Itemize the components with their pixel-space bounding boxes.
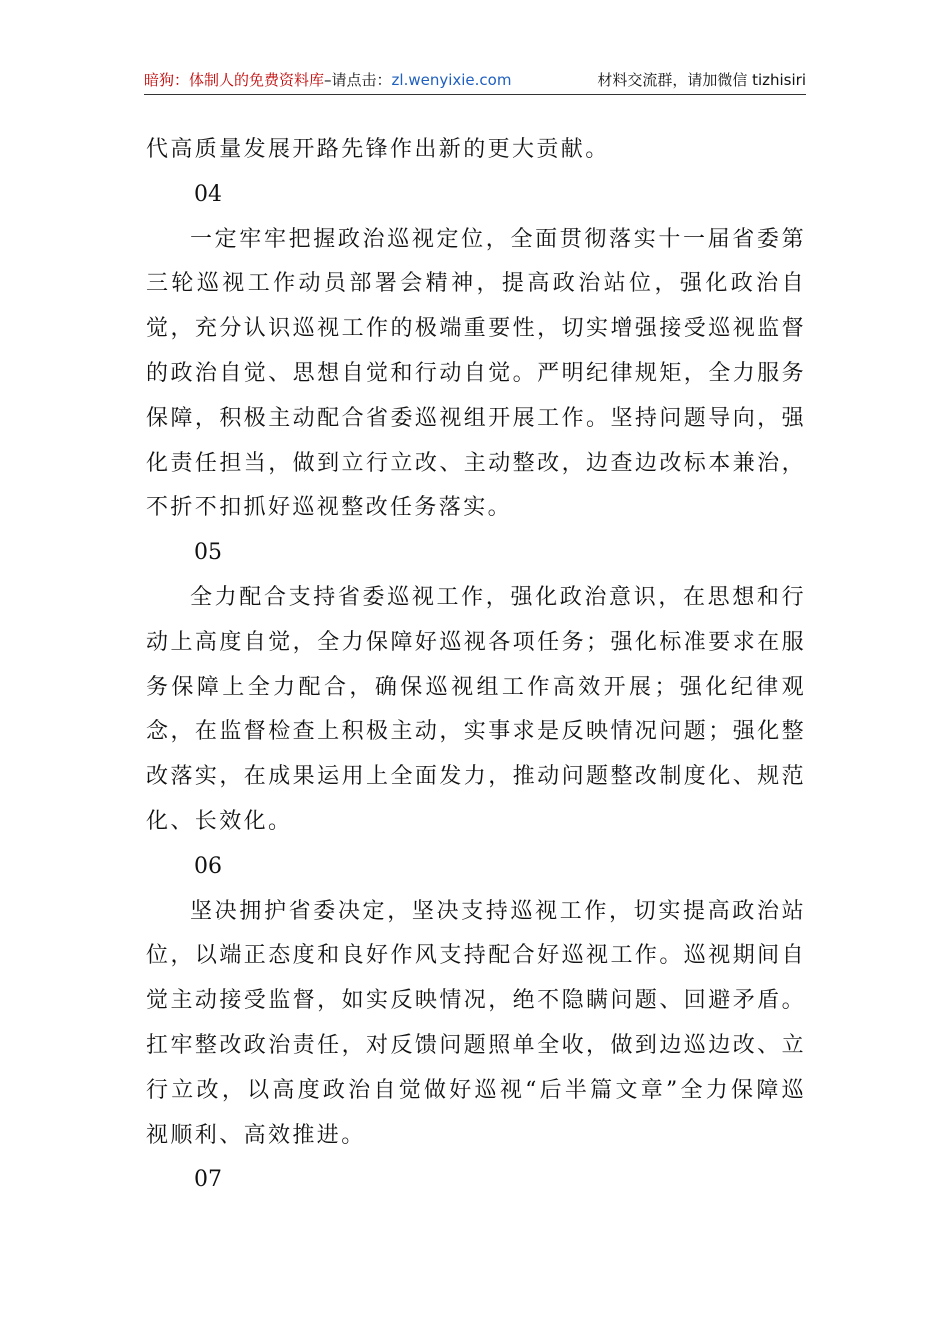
header-site-name: 暗狗：体制人的免费资料库 — [144, 71, 325, 89]
section-number-04: 04 — [194, 181, 222, 207]
section-paragraph-05: 全力配合支持省委巡视工作，强化政治意识，在思想和行动上高度自觉，全力保障好巡视各项任务；强化标准要求在服务保障上全力配合，确保巡视组工作高效开展；强化纪律观念，在监督检查上积极主动，实事求是反映情况问题；强化整改落实，在成果运用上全面发力，推动问题整改制度化、规范化、长效化。 — [146, 584, 806, 834]
page-header — [144, 68, 806, 95]
section-number-07: 07 — [194, 1167, 222, 1193]
section-number-06: 06 — [194, 853, 222, 879]
header-url-link[interactable]: zl.wenyixie.com — [391, 71, 512, 89]
header-click-prompt: –请点击： — [324, 71, 392, 89]
section-paragraph-04: 一定牢牢把握政治巡视定位，全面贯彻落实十一届省委第三轮巡视工作动员部署会精神，提高政治站位，强化政治自觉，充分认识巡视工作的极端重要性，切实增强接受巡视监督的政治自觉、思想自觉和行动自觉。严明纪律规矩，全力服务保障，积极主动配合省委巡视组开展工作。坚持问题导向，强化责任担当，做到立行立改、主动整改，边查边改标本兼治，不折不扣抓好巡视整改任务落实。 — [146, 226, 806, 521]
section-number-05: 05 — [194, 540, 222, 566]
continuation-paragraph: 代高质量发展开路先锋作出新的更大贡献。 — [146, 137, 610, 162]
document-body — [146, 128, 806, 1203]
header-wechat-note: 材料交流群，请加微信 tizhisiri — [597, 71, 806, 89]
section-paragraph-06: 坚决拥护省委决定，坚决支持巡视工作，切实提高政治站位，以端正态度和良好作风支持配合好巡视工作。巡视期间自觉主动接受监督，如实反映情况，绝不隐瞒问题、回避矛盾。扛牢整改政治责任，对反馈问题照单全收，做到边巡边改、立行立改，以高度政治自觉做好巡视“后半篇文章”全力保障巡视顺利、高效推进。 — [146, 898, 806, 1148]
